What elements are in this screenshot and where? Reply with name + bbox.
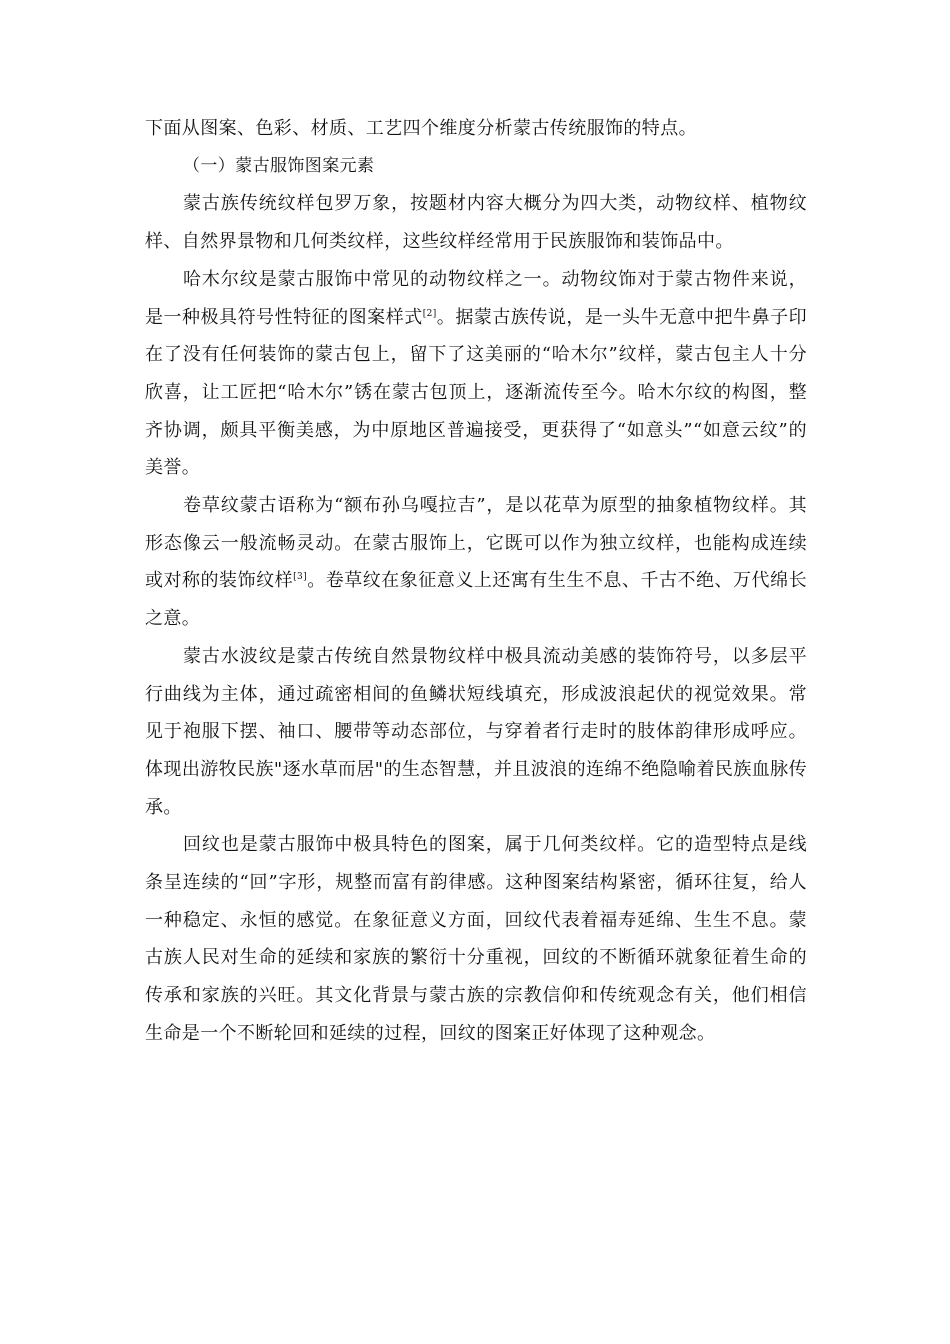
intro-paragraph: 下面从图案、色彩、材质、工艺四个维度分析蒙古传统服饰的特点。	[145, 118, 697, 139]
paragraph-text: 哈木尔纹是蒙古服饰中常见的动物纹样之一。动物纹饰对于蒙古物件来说，是一种极具符号性特征的图案样式	[145, 268, 807, 328]
citation-2[interactable]: [2]	[422, 308, 437, 319]
paragraph-text: 。卷草纹在象征意义上还寓有生生不息、千古不绝、万代绵长之意。	[145, 570, 807, 630]
paragraph-hamuer-pattern	[145, 261, 807, 487]
paragraph-text: 。据蒙古族传说，是一头牛无意中把牛鼻子印在了没有任何装饰的蒙古包上，留下了这美丽的“哈木尔”纹样，蒙古包主人十分欣喜，让工匠把“哈木尔”锈在蒙古包顶上，逐渐流传至今。哈木尔纹的构图，整齐协调，颇具平衡美感，为中原地区普遍接受，更获得了“如意头”“如意云纹”的美誉。	[145, 306, 807, 479]
document-body	[145, 110, 807, 1053]
citation-3[interactable]: [3]	[293, 572, 308, 583]
paragraph-water-wave-pattern: 蒙古水波纹是蒙古传统自然景物纹样中极具流动美感的装饰符号，以多层平行曲线为主体，通过疏密相间的鱼鳞状短线填充，形成波浪起伏的视觉效果。常见于袍服下摆、袖口、腰带等动态部位，与穿着者行走时的肢体韵律形成呼应。体现出游牧民族"逐水草而居"的生态智慧，并且波浪的连绵不绝隐喻着民族血脉传承。	[145, 645, 807, 818]
paragraph-scroll-grass-pattern	[145, 487, 807, 638]
paragraph-pattern-categories: 蒙古族传统纹样包罗万象，按题材内容大概分为四大类，动物纹样、植物纹样、自然界景物和几何类纹样，这些纹样经常用于民族服饰和装饰品中。	[145, 193, 807, 253]
section-heading: （一）蒙古服饰图案元素	[183, 155, 375, 176]
paragraph-text: 卷草纹蒙古语称为“额布孙乌嘎拉吉”，是以花草为原型的抽象植物纹样。其形态像云一般流畅灵动。在蒙古服饰上，它既可以作为独立纹样，也能构成连续或对称的装饰纹样	[145, 495, 807, 592]
paragraph-fret-pattern: 回纹也是蒙古服饰中极具特色的图案，属于几何类纹样。它的造型特点是线条呈连续的“回”字形，规整而富有韵律感。这种图案结构紧密，循环往复，给人一种稳定、永恒的感觉。在象征意义方面，回纹代表着福寿延绵、生生不息。蒙古族人民对生命的延续和家族的繁衍十分重视，回纹的不断循环就象征着生命的传承和家族的兴旺。其文化背景与蒙古族的宗教信仰和传统观念有关，他们相信生命是一个不断轮回和延续的过程，回纹的图案正好体现了这种观念。	[145, 834, 807, 1044]
